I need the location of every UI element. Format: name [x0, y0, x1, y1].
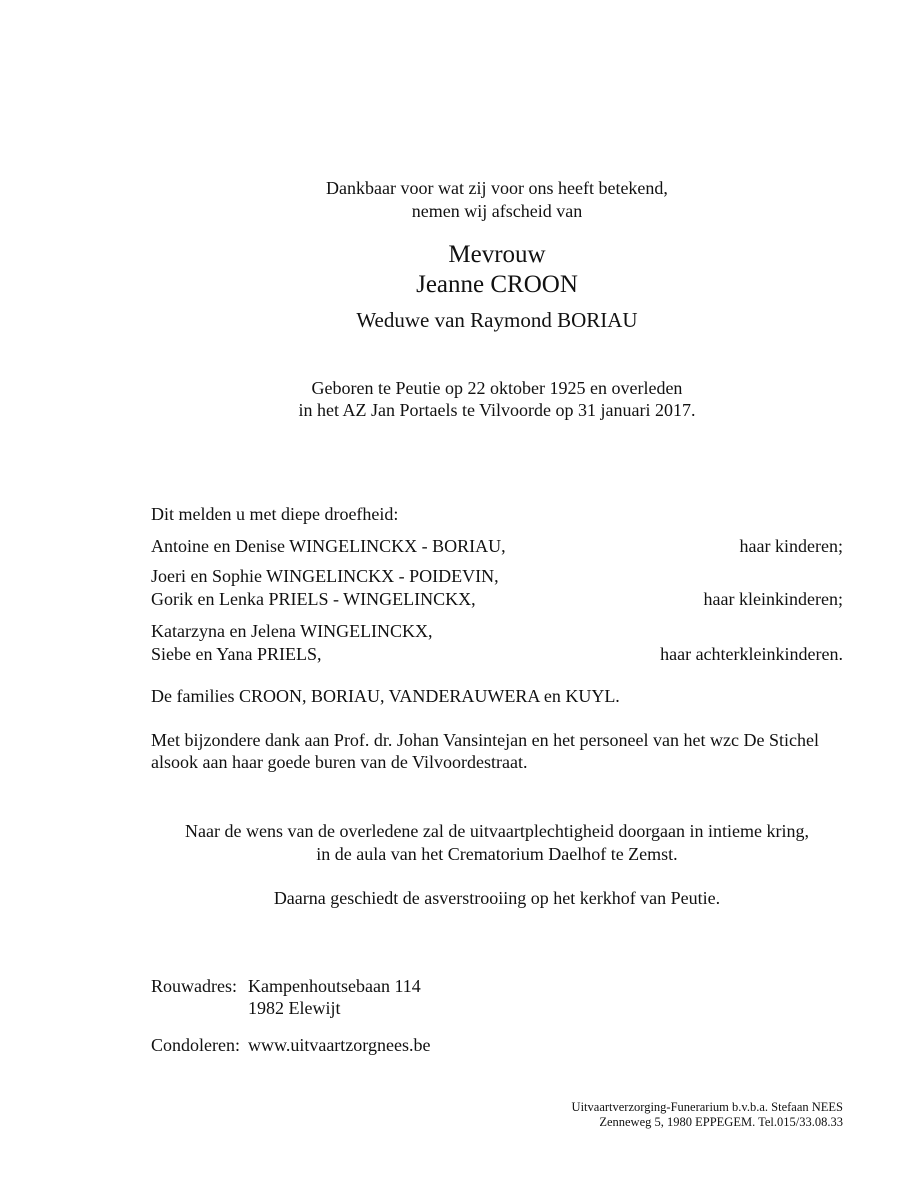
relative-name-line: Siebe en Yana PRIELS,: [151, 644, 322, 664]
condolences-website: www.uitvaartzorgnees.be: [248, 1035, 431, 1055]
families-line: De families CROON, BORIAU, VANDERAUWERA en KUYL.: [151, 686, 620, 706]
relation-label: haar kleinkinderen;: [703, 589, 843, 609]
relative-name-line: Katarzyna en Jelena WINGELINCKX,: [151, 621, 433, 641]
relatives-row-grandchildren: [151, 565, 843, 611]
life-dates-block: [151, 377, 843, 421]
relatives-row-children: [151, 535, 843, 558]
page-content: [151, 177, 843, 1129]
relative-names: [151, 535, 506, 558]
intro-line-1: Dankbaar voor wat zij voor ons heeft betekend,: [326, 178, 668, 198]
funeral-home-name: Uitvaartverzorging-Funerarium b.v.b.a. Stefaan NEES: [571, 1100, 843, 1114]
funeral-home-address: Zenneweg 5, 1980 EPPEGEM. Tel.015/33.08.33: [599, 1114, 843, 1129]
relative-names: [151, 620, 433, 666]
mourning-address-street: Kampenhoutsebaan 114: [248, 976, 421, 996]
life-dates-line-2: in het AZ Jan Portaels te Vilvoorde op 31 januari 2017.: [298, 400, 696, 420]
deceased-block: [151, 240, 843, 333]
ceremony-line-1: Naar de wens van de overledene zal de uitvaartplechtigheid doorgaan in intieme kring,: [185, 821, 809, 841]
relation-label: haar achterkleinkinderen.: [660, 644, 843, 664]
relative-name-line: Gorik en Lenka PRIELS - WINGELINCKX,: [151, 589, 476, 609]
ashes-scattering-line: Daarna geschiedt de asverstrooiing op het kerkhof van Peutie.: [273, 888, 721, 908]
mourning-address-label: Rouwadres:: [151, 976, 237, 996]
deceased-name: Jeanne CROON: [416, 271, 578, 298]
relative-names: [151, 565, 499, 611]
thanks-paragraph: Met bijzondere dank aan Prof. dr. Johan Vansintejan en het personeel van het wzc De Stichel alsook aan haar goede buren van de Vilvoordestraat.: [151, 730, 819, 772]
relation-label: haar kinderen;: [739, 536, 843, 556]
intro-line-2: nemen wij afscheid van: [411, 201, 583, 221]
life-dates-line-1: Geboren te Peutie op 22 oktober 1925 en overleden: [311, 378, 683, 398]
mourning-address-block: [151, 975, 843, 1019]
announcement-line: Dit melden u met diepe droefheid:: [151, 504, 399, 524]
relative-name-line: Joeri en Sophie WINGELINCKX - POIDEVIN,: [151, 566, 499, 586]
mourning-address-value: [248, 975, 421, 1019]
deceased-widow-of: Weduwe van Raymond BORIAU: [356, 308, 638, 332]
ceremony-line-2: in de aula van het Crematorium Daelhof te Zemst.: [316, 844, 678, 864]
ceremony-block: [151, 820, 843, 866]
relative-name-line: Antoine en Denise WINGELINCKX - BORIAU,: [151, 536, 506, 556]
condolences-block: [151, 1034, 843, 1056]
mourning-address-city: 1982 Elewijt: [248, 998, 341, 1018]
deceased-salutation: Mevrouw: [448, 241, 546, 268]
condolences-label: Condoleren:: [151, 1035, 240, 1055]
funeral-home-footer: [151, 1100, 843, 1129]
intro-block: [151, 177, 843, 223]
relatives-row-great-grandchildren: [151, 620, 843, 666]
